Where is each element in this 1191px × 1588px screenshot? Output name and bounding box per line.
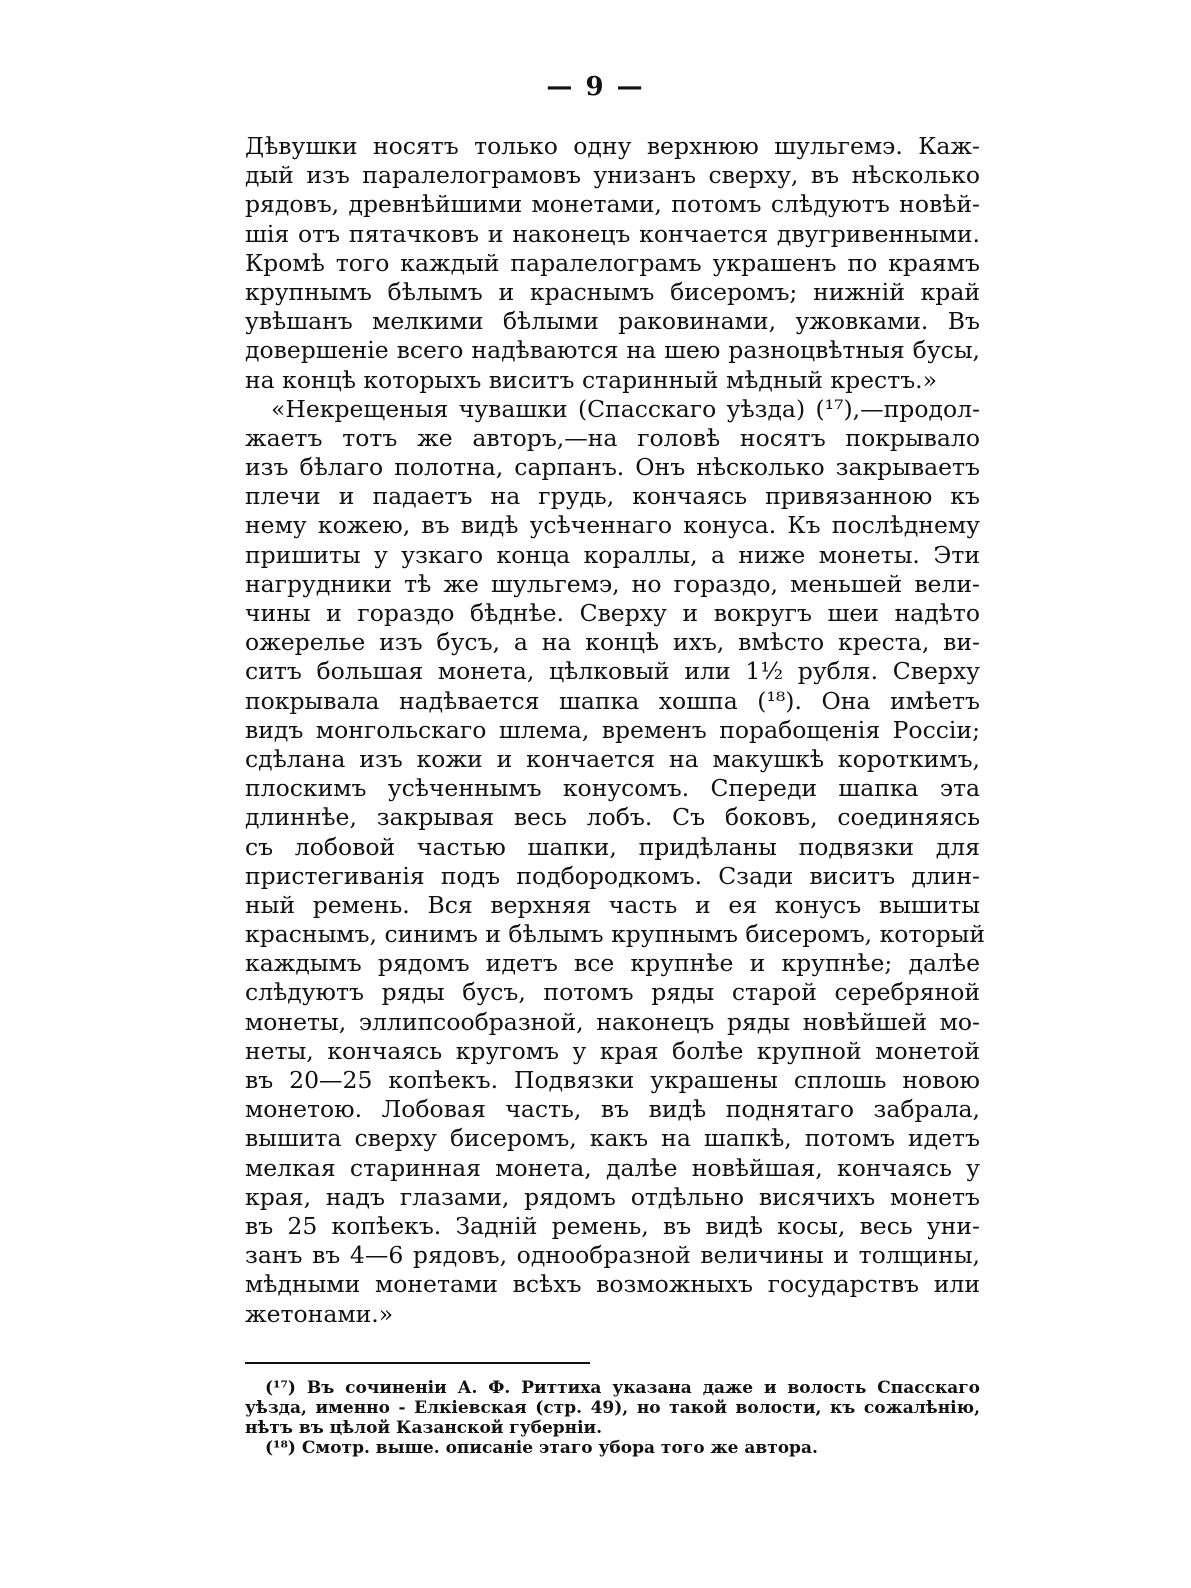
text-line: крупнымъ бѣлымъ и краснымъ бисеромъ; нижній край [245, 277, 980, 306]
text-line: мѣдными монетами всѣхъ возможныхъ государствъ или [245, 1270, 980, 1299]
text-line: жетонами.» [245, 1299, 394, 1328]
text-line: монеты, эллипсообразной, наконецъ ряды новѣйшей мо- [245, 1007, 980, 1036]
text-line: чины и гораздо бѣднѣе. Сверху и вокругъ шеи надѣто [245, 599, 980, 627]
body-text [245, 132, 985, 1329]
text-line: довершеніе всего надѣваются на шею разноцвѣтныя бусы, [245, 336, 980, 365]
text-line: на концѣ которыхъ виситъ старинный мѣдный крестъ.» [245, 365, 937, 394]
text-line: сдѣлана изъ кожи и кончается на макушкѣ короткимъ, [245, 744, 980, 773]
text-line: каждымъ рядомъ идетъ все крупнѣе и крупнѣе; далѣе [245, 949, 980, 978]
text-line: краснымъ, синимъ и бѣлымъ крупнымъ бисеромъ, который [245, 920, 985, 949]
text-line: съ лобовой частью шапки, придѣланы подвязки для [245, 832, 980, 861]
text-line: дый изъ паралелограмовъ унизанъ сверху, въ нѣсколько [245, 161, 980, 190]
paragraph-2 [245, 394, 985, 1329]
footnote-divider [245, 1362, 590, 1364]
text-line: длиннѣе, закрывая весь лобъ. Съ боковъ, соединяясь [245, 803, 980, 832]
text-line: ный ремень. Вся верхняя часть и ея конусъ вышиты [245, 890, 980, 919]
text-line: ситъ большая монета, цѣлковый или 1½ рубля. Сверху [245, 657, 980, 686]
text-line: въ 25 копѣекъ. Задній ремень, въ видѣ косы, весь уни- [245, 1211, 980, 1240]
text-line: жаетъ тотъ же авторъ,—на головѣ носятъ покрывало [245, 423, 980, 452]
text-line: занъ въ 4—6 рядовъ, однообразной величины и толщины, [245, 1241, 980, 1270]
text-line: изъ бѣлаго полотна, сарпанъ. Онъ нѣсколько закрываетъ [245, 453, 980, 482]
text-line: Кромѣ того каждый паралелограмъ украшенъ по краямъ [245, 248, 980, 277]
text-line: нему кожею, въ видѣ усѣченнаго конуса. Къ послѣднему [245, 511, 980, 540]
text-line: пришиты у узкаго конца кораллы, а ниже монеты. Эти [245, 540, 980, 569]
text-line: увѣшанъ мелкими бѣлыми раковинами, ужовками. Въ [245, 307, 980, 336]
paragraph-1 [245, 132, 980, 395]
text-line: вышита сверху бисеромъ, какъ на шапкѣ, потомъ идетъ [245, 1124, 980, 1153]
footnote-17-line: нѣтъ въ цѣлой Казанской губерніи. [245, 1418, 603, 1438]
text-line: неты, кончаясь кругомъ у края болѣе крупной монетой [245, 1036, 980, 1065]
text-line: Дѣвушки носятъ только одну верхнюю шульгемэ. Каж- [245, 132, 980, 160]
text-line: въ 20—25 копѣекъ. Подвязки украшены сплошь новою [245, 1066, 980, 1094]
footnote-18: (¹⁸) Смотр. выше. описаніе этаго убора того же автора. [265, 1438, 818, 1458]
text-line: рядовъ, древнѣйшими монетами, потомъ слѣдуютъ новѣй- [245, 190, 980, 219]
text-line: плоскимъ усѣченнымъ конусомъ. Спереди шапка эта [245, 774, 980, 803]
page-number: — 9 — [546, 72, 645, 102]
footnote-17-line: (¹⁷) Въ сочиненіи А. Ф. Риттиха указана даже и волость Спасскаго [265, 1378, 980, 1398]
text-line: монетою. Лобовая часть, въ видѣ поднятаго забрала, [245, 1095, 980, 1124]
text-line: плечи и падаетъ на грудь, кончаясь привязанною къ [245, 482, 980, 511]
text-line: видъ монгольскаго шлема, временъ порабощенія Россіи; [245, 715, 980, 744]
footnotes [245, 1378, 980, 1458]
text-line: «Некрещеныя чувашки (Спасскаго уѣзда) (¹⁷),—продол- [271, 394, 980, 423]
text-line: шія отъ пятачковъ и наконецъ кончается двугривенными. [245, 219, 980, 248]
text-line: покрывала надѣвается шапка хошпа (¹⁸). Она имѣетъ [245, 686, 980, 715]
text-line: ожерелье изъ бусъ, а на концѣ ихъ, вмѣсто креста, ви- [245, 628, 980, 657]
text-line: края, надъ глазами, рядомъ отдѣльно висячихъ монетъ [245, 1182, 980, 1211]
text-line: нагрудники тѣ же шульгемэ, но гораздо, меньшей вели- [245, 569, 980, 598]
footnote-17-line: уѣзда, именно - Елкіевская (стр. 49), но такой волости, къ сожалѣнію, [245, 1398, 980, 1418]
text-line: пристегиванія подъ подбородкомъ. Сзади виситъ длин- [245, 861, 980, 890]
text-line: слѣдуютъ ряды бусъ, потомъ ряды старой серебряной [245, 978, 980, 1007]
text-line: мелкая старинная монета, далѣе новѣйшая, кончаясь у [245, 1153, 980, 1182]
